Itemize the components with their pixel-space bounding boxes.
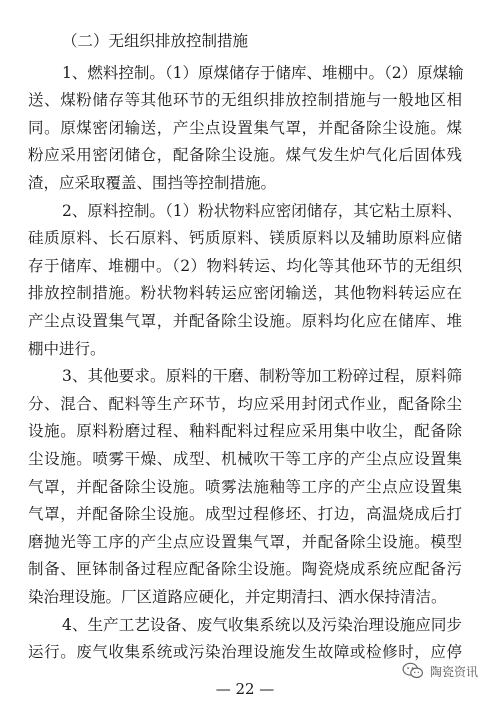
para3-line: 染治理设施。厂区道路应硬化，并定期清扫、洒水保持清洁。 (28, 588, 447, 606)
para3-line: 分、混合、配料等生产环节，均应采用封闭式作业，配备除尘 (28, 394, 462, 413)
para1-line: 渣，应采取覆盖、围挡等控制措施。 (28, 174, 277, 192)
para3-line: 制备、匣钵制备过程应配备除尘设施。陶瓷烧成系统应配备污 (28, 560, 462, 579)
para2-line: 2、原料控制。（1）粉状物料应密闭储存，其它粘土原料、 (62, 201, 462, 220)
watermark (402, 662, 478, 680)
para2-line: 排放控制措施。粉状物料转运应密闭输送，其他物料转运应在 (28, 284, 462, 303)
para1-line: 同。原煤密闭输送，产尘点设置集气罩，并配备除尘设施。煤 (28, 118, 462, 137)
para4-line: 4、生产工艺设备、废气收集系统以及污染治理设施应同步 (62, 615, 462, 634)
para3-line: 气罩，并配备除尘设施。喷雾法施釉等工序的产尘点应设置集 (28, 477, 462, 496)
para3-line: 尘设施。喷雾干燥、成型、机械吹干等工序的产尘点应设置集 (28, 450, 462, 468)
para3-line: 气罩，并配备除尘设施。成型过程修坯、打边，高温烧成后打 (28, 505, 462, 524)
para3-line: 磨抛光等工序的产尘点应设置集气罩，并配备除尘设施。模型 (28, 532, 462, 551)
para2-line: 存于储库、堆棚中。（2）物料转运、均化等其他环节的无组织 (28, 256, 462, 275)
para2-line: 棚中进行。 (28, 339, 106, 358)
wechat-icon (402, 662, 424, 680)
para2-line: 产尘点设置集气罩，并配备除尘设施。原料均化应在储库、堆 (28, 312, 462, 330)
section-heading: （二）无组织排放控制措施 (62, 32, 249, 50)
para3-line: 设施。原料粉磨过程、釉料配料过程应采用集中收尘，配备除 (28, 422, 462, 441)
watermark-text: 陶瓷资讯 (429, 664, 478, 679)
para1-line: 粉应采用密闭储仓，配备除尘设施。煤气发生炉气化后固体残 (28, 146, 462, 165)
para3-line: 3、其他要求。原料的干磨、制粉等加工粉碎过程，原料筛 (62, 367, 462, 386)
para4-line: 运行。废气收集系统或污染治理设施发生故障或检修时，应停 (28, 643, 462, 662)
page-number: — 22 — (215, 680, 275, 698)
para2-line: 硅质原料、长石原料、钙质原料、镁质原料以及辅助原料应储 (28, 229, 462, 248)
para1-line: 1、燃料控制。（1）原煤储存于储库、堆棚中。（2）原煤输 (62, 63, 464, 82)
para1-line: 送、煤粉储存等其他环节的无组织排放控制措施与一般地区相 (28, 91, 462, 110)
